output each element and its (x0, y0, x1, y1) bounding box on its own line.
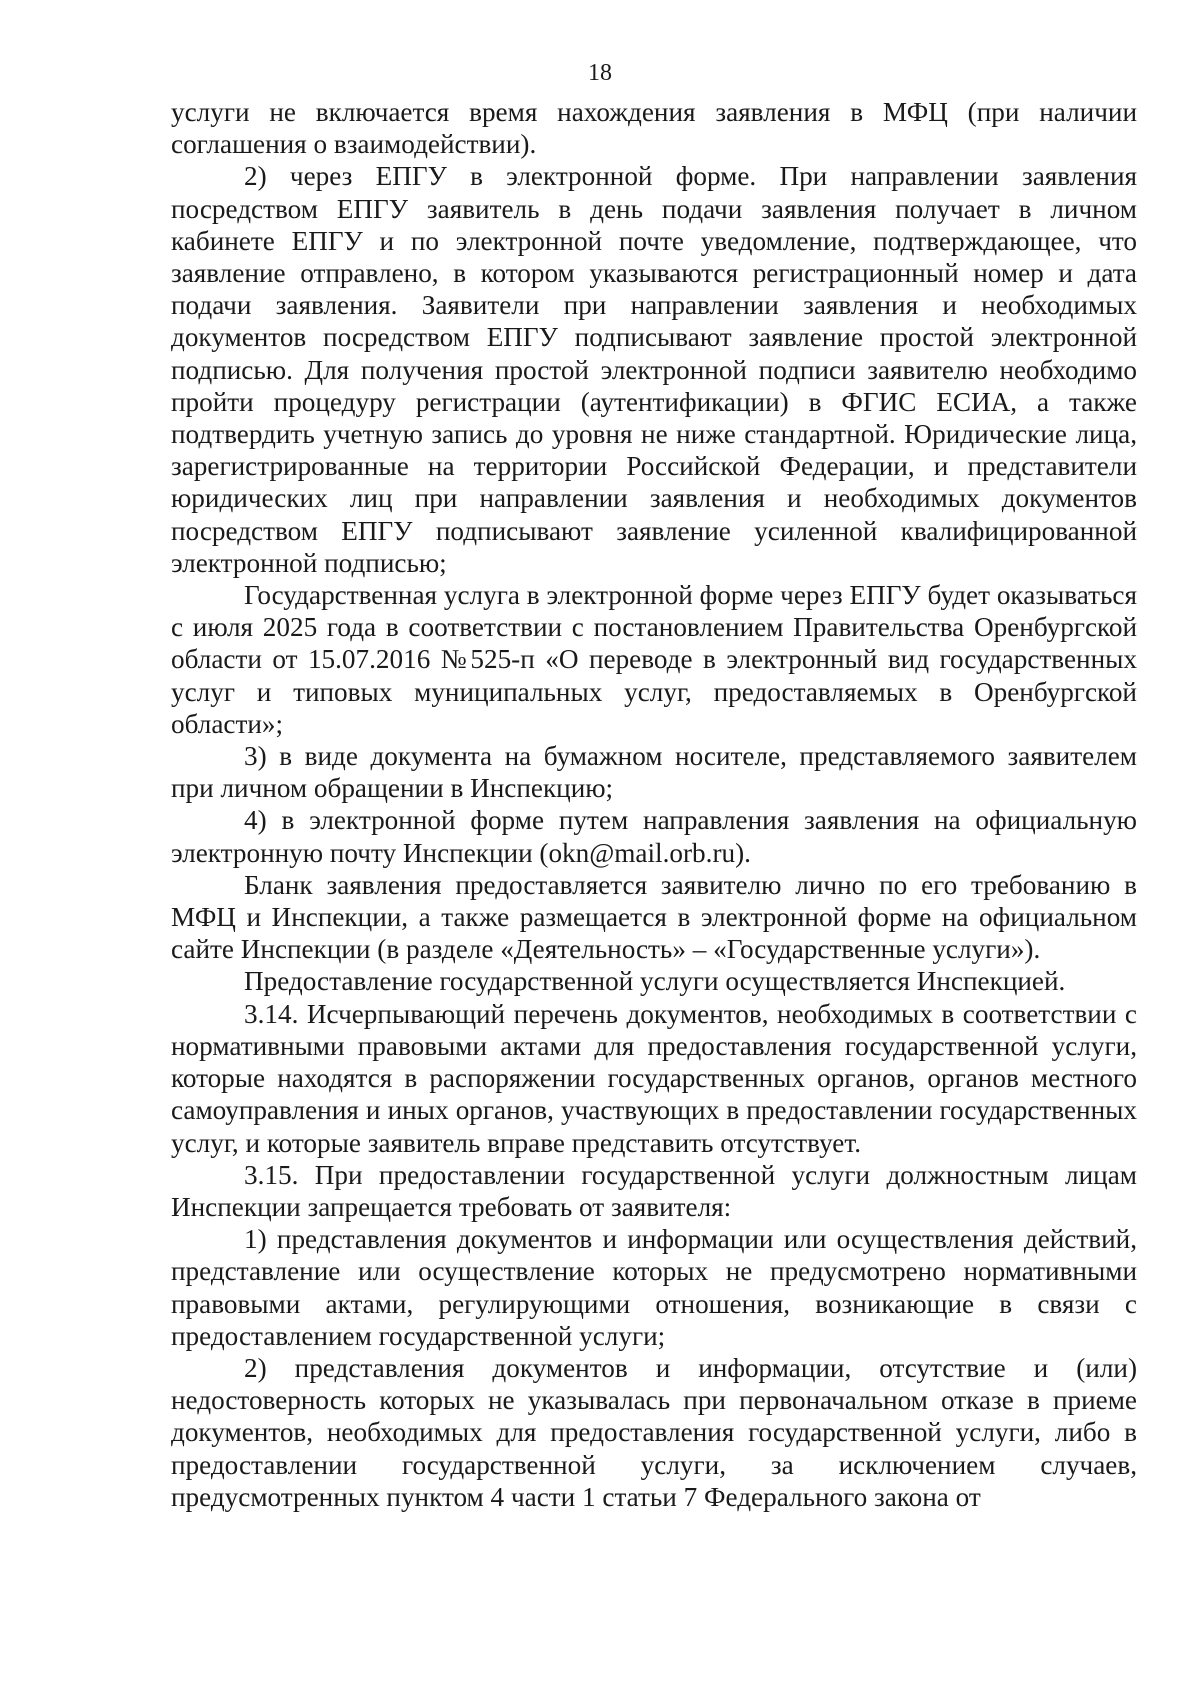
paragraph-electronic-service: Государственная услуга в электронной форме через ЕПГУ будет оказываться с июля 2025 года в соответствии с постановлением Правительства Оренбургской области от 15.07.2016 №525-п «О переводе в электронный вид государственных услуг и типовых муниципальных услуг, предоставляемых в Оренбургской области»; (171, 580, 1137, 739)
paragraph-service-provider: Предоставление государственной услуги осуществляется Инспекцией. (244, 966, 1066, 997)
paragraph-section-3-15: 3.15. При предоставлении государственной услуги должностным лицам Инспекции запрещается требовать от заявителя: (171, 1159, 1137, 1222)
paragraph-item-1: 1) представления документов и информации или осуществления действий, представление или осуществление которых не предусмотрено нормативными правовыми актами, регулирующими отношения, возникающие в связи с предоставлением государственной услуги; (171, 1224, 1137, 1351)
page-number: 18 (588, 60, 612, 86)
paragraph-email: 4) в электронной форме путем направления заявления на официальную электронную почту Инспекции (okn@mail.orb.ru). (171, 805, 1137, 868)
paragraph-section-3-14: 3.14. Исчерпывающий перечень документов, необходимых в соответствии с нормативными правовыми актами для предоставления государственной услуги, которые находятся в распоряжении государственных органов, органов местного самоуправления и иных органов, участвующих в предоставлении государственных услуг, и которые заявитель вправе представить отсутствует. (171, 998, 1137, 1158)
document-body (171, 96, 1137, 1513)
paragraph-item-2: 2) представления документов и информации, отсутствие и (или) недостоверность которых не указывалась при первоначальном отказе в приеме документов, необходимых для предоставления государственной услуги, либо в предоставлении государственной услуги, за исключением случаев, предусмотренных пунктом 4 части 1 статьи 7 Федерального закона от (171, 1352, 1137, 1512)
paragraph-paper-document: 3) в виде документа на бумажном носителе, представляемого заявителем при личном обращении в Инспекцию; (171, 741, 1137, 804)
paragraph-application-form: Бланк заявления предоставляется заявителю лично по его требованию в МФЦ и Инспекции, а также размещается в электронной форме на официальном сайте Инспекции (в разделе «Деятельность» – «Государственные услуги»). (171, 869, 1137, 965)
paragraph-continuation: услуги не включается время нахождения заявления в МФЦ (при наличии соглашения о взаимодействии). (171, 97, 1137, 160)
paragraph-epgu: 2) через ЕПГУ в электронной форме. При направлении заявления посредством ЕПГУ заявитель в день подачи заявления получает в личном кабинете ЕПГУ и по электронной почте уведомление, подтверждающее, что заявление отправлено, в котором указываются регистрационный номер и дата подачи заявления. Заявители при направлении заявления и необходимых документов посредством ЕПГУ подписывают заявление простой электронной подписью. Для получения простой электронной подписи заявителю необходимо пройти процедуру регистрации (аутентификации) в ФГИС ЕСИА, а также подтвердить учетную запись до уровня не ниже стандартной. Юридические лица, зарегистрированные на территории Российской Федерации, и представители юридических лиц при направлении заявления и необходимых документов посредством ЕПГУ подписывают заявление усиленной квалифицированной электронной подписью; (171, 161, 1137, 578)
